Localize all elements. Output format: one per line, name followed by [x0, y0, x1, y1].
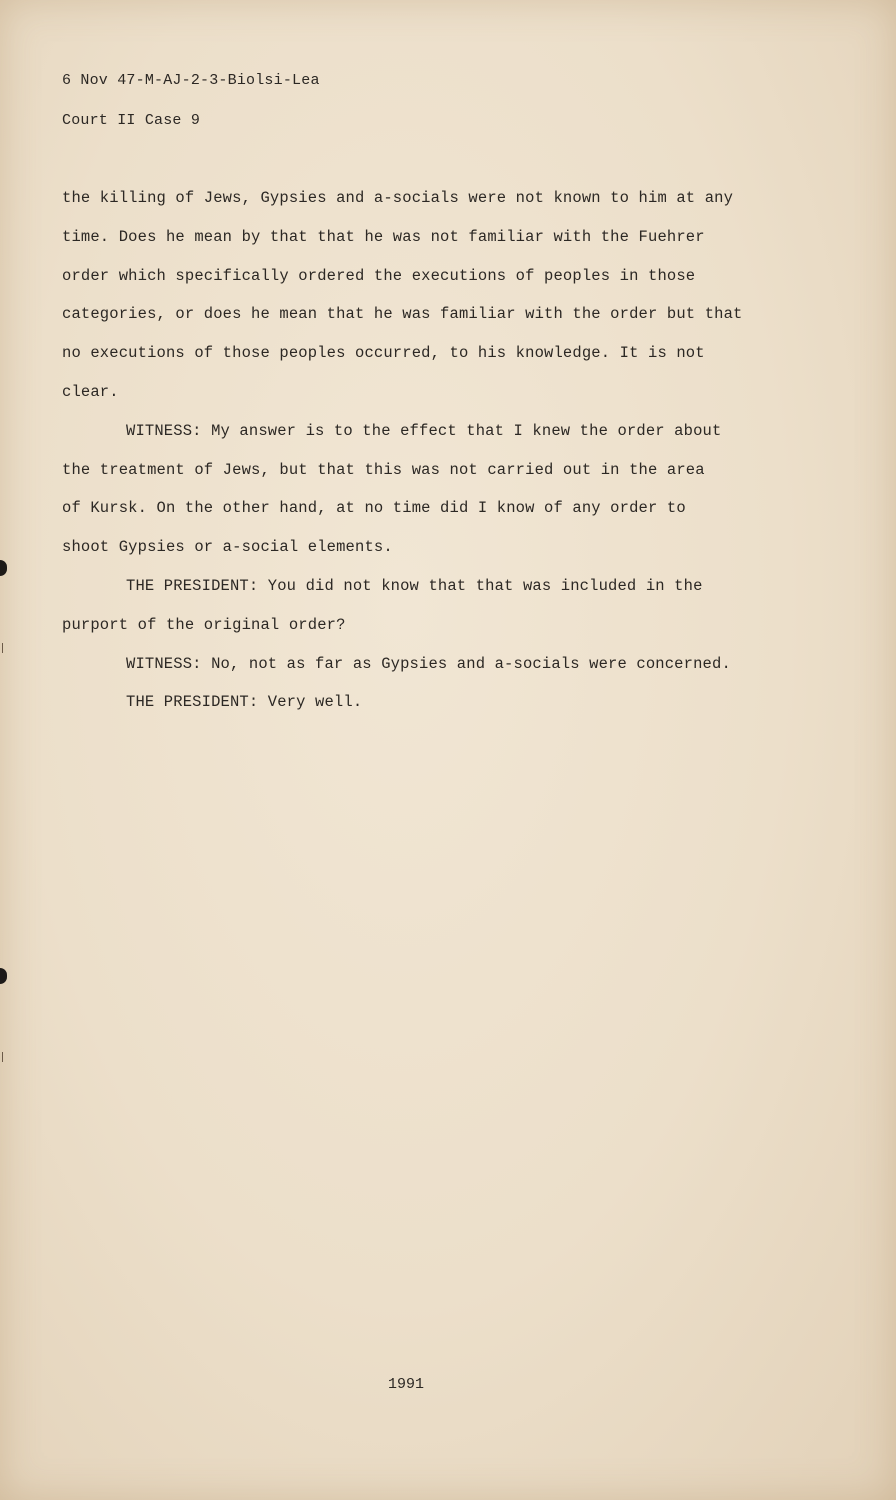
transcript-line: order which specifically ordered the executions of peoples in those: [62, 266, 696, 285]
transcript-line: the killing of Jews, Gypsies and a-socials were not known to him at any: [62, 189, 734, 207]
edge-mark: [2, 1052, 6, 1062]
transcript-line: THE PRESIDENT: Very well.: [126, 693, 363, 712]
transcript-line: WITNESS: No, not as far as Gypsies and a-socials were concerned.: [126, 654, 731, 673]
transcript-line: no executions of those peoples occurred, to his knowledge. It is not: [62, 344, 705, 363]
page-number: 1991: [387, 1376, 424, 1393]
transcript-line: of Kursk. On the other hand, at no time did I know of any order to: [62, 499, 686, 518]
transcript-line: categories, or does he mean that he was familiar with the order but that: [62, 305, 743, 324]
transcript-line: WITNESS: My answer is to the effect that I knew the order about: [126, 421, 722, 440]
binder-hole-mark: [0, 560, 7, 576]
transcript-line: clear.: [62, 382, 119, 401]
header-reference: 6 Nov 47-M-AJ-2-3-Biolsi-Lea: [62, 72, 320, 89]
transcript-body: [62, 186, 772, 729]
edge-mark: [2, 643, 6, 653]
header-court-case: Court II Case 9: [62, 112, 201, 129]
transcript-line: time. Does he mean by that that he was not familiar with the Fuehrer: [62, 227, 705, 246]
transcript-line: THE PRESIDENT: You did not know that that was included in the: [126, 576, 703, 595]
transcript-line: the treatment of Jews, but that this was not carried out in the area: [62, 460, 705, 479]
transcript-line: purport of the original order?: [62, 615, 346, 634]
transcript-line: shoot Gypsies or a-social elements.: [62, 538, 393, 557]
binder-hole-mark: [0, 968, 7, 984]
